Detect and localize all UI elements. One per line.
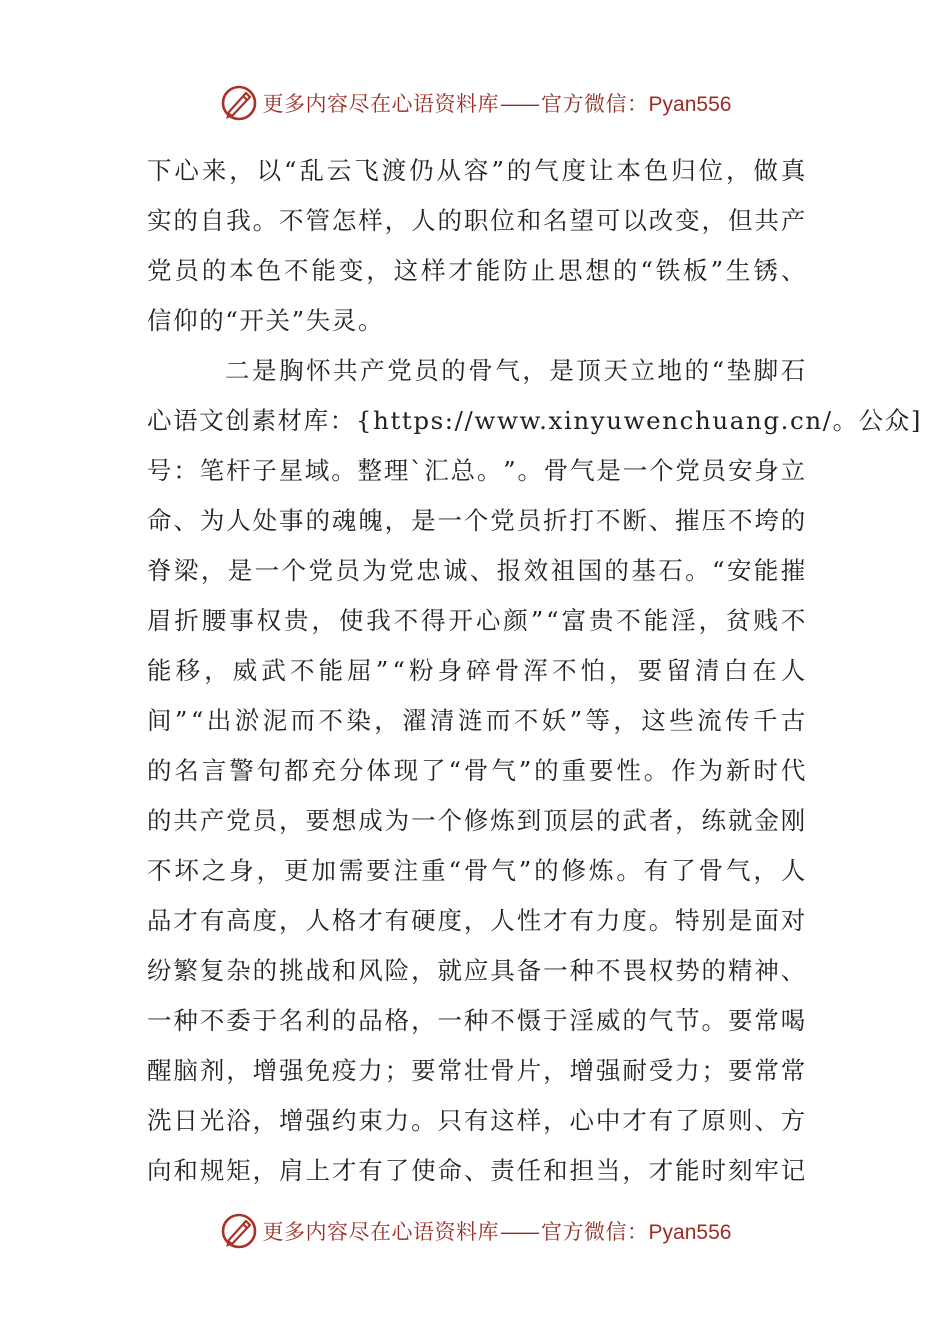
footer-dash: —— — [500, 1220, 539, 1244]
body-line: 下 心 来 ， 以 “ 乱 云 飞 渡 仍 从 容 ” 的 气 度 让 本 色 归 位 ， 做 真 — [147, 156, 807, 185]
body-line: 间 ” “ 出 淤 泥 而 不 染 ， 濯 清 涟 而 不 妖 ” 等 ， 这 些 流 传 千 古 — [147, 706, 807, 735]
body-line: 眉 折 腰 事 权 贵 ， 使 我 不 得 开 心 颜 ” “ 富 贵 不 能 淫 ， 贫 贱 不 — [147, 606, 807, 635]
body-line: 心 语 文 创 素 材 库 ： { https://www.xinyuwenchuang.cn/ 。 公 众 ] — [147, 406, 923, 435]
body-line: 信仰的“开关”失灵。 — [147, 306, 385, 335]
header-site-text: 更多内容尽在心语资料库 — [262, 92, 500, 116]
body-line: 号 ： 笔 杆 子 星 域 。 整 理 ` 汇 总 。 ” 。 骨 气 是 一 个 党 员 安 身 立 — [147, 456, 807, 485]
footer-wechat-id: Pyan556 — [648, 1221, 732, 1244]
pen-logo-icon — [219, 1211, 259, 1251]
body-line-paragraph-start: 二 是 胸 怀 共 产 党 员 的 骨 气 ， 是 顶 天 立 地 的 “ 垫 脚 石 — [225, 356, 807, 385]
body-line: 命 、 为 人 处 事 的 魂 魄 ， 是 一 个 党 员 折 打 不 断 、 摧 压 不 垮 的 — [147, 506, 807, 535]
body-line: 实 的 自 我 。 不 管 怎 样 ， 人 的 职 位 和 名 望 可 以 改 变 ， 但 共 产 — [147, 206, 807, 235]
body-line: 的 名 言 警 句 都 充 分 体 现 了 “ 骨 气 ” 的 重 要 性 。 作 为 新 时 代 — [147, 756, 807, 785]
header-wechat-label: 官方微信： — [541, 92, 649, 116]
footer-banner-text — [263, 1216, 732, 1246]
body-line: 洗 日 光 浴 ， 增 强 约 束 力 。 只 有 这 样 ， 心 中 才 有 了 原 则 、 方 — [147, 1106, 807, 1135]
footer-banner — [0, 1208, 950, 1254]
body-line: 不 坏 之 身 ， 更 加 需 要 注 重 “ 骨 气 ” 的 修 炼 。 有 了 骨 气 ， 人 — [147, 856, 807, 885]
pen-logo-icon — [219, 83, 259, 123]
footer-site-text: 更多内容尽在心语资料库 — [262, 1220, 500, 1244]
body-line: 纷 繁 复 杂 的 挑 战 和 风 险 ， 就 应 具 备 一 种 不 畏 权 势 的 精 神 、 — [147, 956, 807, 985]
header-banner — [0, 80, 950, 126]
body-line: 的 共 产 党 员 ， 要 想 成 为 一 个 修 炼 到 顶 层 的 武 者 ， 练 就 金 刚 — [147, 806, 807, 835]
header-banner-text — [263, 88, 732, 118]
footer-wechat-label: 官方微信： — [541, 1220, 649, 1244]
body-line: 脊 梁 ， 是 一 个 党 员 为 党 忠 诚 、 报 效 祖 国 的 基 石 。 “ 安 能 摧 — [147, 556, 807, 585]
header-wechat-id: Pyan556 — [648, 93, 732, 116]
header-dash: —— — [500, 92, 539, 116]
body-line: 醒 脑 剂 ， 增 强 免 疫 力 ； 要 常 壮 骨 片 ， 增 强 耐 受 力 ； 要 常 常 — [147, 1056, 807, 1085]
body-line: 能 移 ， 威 武 不 能 屈 ” “ 粉 身 碎 骨 浑 不 怕 ， 要 留 清 白 在 人 — [147, 656, 807, 685]
body-line: 向 和 规 矩 ， 肩 上 才 有 了 使 命 、 责 任 和 担 当 ， 才 能 时 刻 牢 记 — [147, 1156, 807, 1185]
body-line: 一 种 不 委 于 名 利 的 品 格 ， 一 种 不 慑 于 淫 威 的 气 节 。 要 常 喝 — [147, 1006, 807, 1035]
body-line: 党 员 的 本 色 不 能 变 ， 这 样 才 能 防 止 思 想 的 “ 铁 板 ” 生 锈 、 — [147, 256, 807, 285]
body-line: 品 才 有 高 度 ， 人 格 才 有 硬 度 ， 人 性 才 有 力 度 。 特 别 是 面 对 — [147, 906, 807, 935]
document-body — [147, 146, 923, 1196]
